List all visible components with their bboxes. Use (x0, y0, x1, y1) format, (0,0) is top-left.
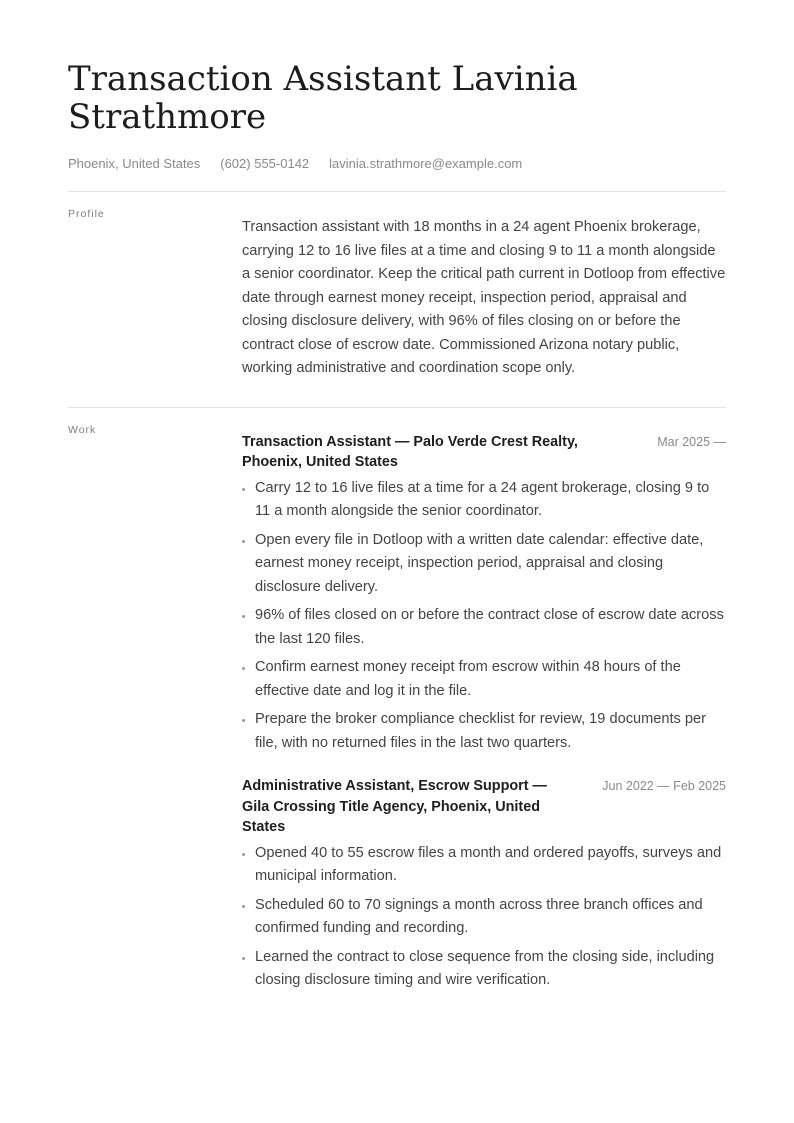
bullet-dot-icon (242, 667, 245, 670)
email-text: lavinia.strathmore@example.com (329, 156, 523, 171)
bullet-dot-icon (242, 540, 245, 543)
job-header (242, 432, 726, 473)
work-section-body (242, 408, 726, 998)
bullet-dot-icon (242, 957, 245, 960)
job-bullet-text: Opened 40 to 55 escrow files a month and ordered payoffs, surveys and municipal information. (255, 844, 722, 884)
job-bullet (242, 894, 726, 941)
job-dates: Mar 2025 — (657, 434, 726, 449)
job-bullet-list (242, 477, 726, 756)
profile-text: Transaction assistant with 18 months in a 24 agent Phoenix brokerage, carrying 12 to 16 live files at a time and closing 9 to 11 a month alongside a senior coordinator. Keep the critical path current in Dotloop from effective date through earnest money receipt, inspection period, appraisal and closing disclosure delivery, with 96% of files closing on or before the contract close of escrow date. Commissioned Arizona notary public, working administrative and coordination scope only. (242, 219, 726, 376)
job-bullet (242, 604, 726, 651)
job-bullet-text: Prepare the broker compliance checklist for review, 19 documents per file, with no returned files in the last two quarters. (255, 711, 707, 751)
profile-section-label: Profile (68, 208, 105, 220)
job-bullet-text: Scheduled 60 to 70 signings a month across three branch offices and confirmed funding and recording. (255, 896, 703, 936)
job-bullet (242, 708, 726, 755)
job-bullet (242, 946, 726, 993)
location-text: Phoenix, United States (68, 156, 201, 171)
profile-section-body (242, 192, 726, 407)
bullet-dot-icon (242, 488, 245, 491)
contact-line (68, 156, 726, 172)
job-bullet-text: Confirm earnest money receipt from escrow within 48 hours of the effective date and log it in the file. (255, 659, 681, 699)
bullet-dot-icon (242, 853, 245, 856)
job-title: Transaction Assistant — Palo Verde Crest Realty, Phoenix, United States (242, 433, 578, 470)
profile-section (68, 192, 726, 407)
job-dates: Jun 2022 — Feb 2025 (602, 779, 726, 793)
job-title: Administrative Assistant, Escrow Support — Gila Crossing Title Agency, Phoenix, United States (242, 778, 547, 835)
work-section-label: Work (68, 423, 97, 436)
candidate-name: Transaction Assistant Lavinia Strathmore (68, 59, 578, 137)
job-bullet-list (242, 842, 726, 993)
job-bullet (242, 529, 726, 600)
bullet-dot-icon (242, 719, 245, 722)
job-entry (242, 776, 726, 993)
job-bullet (242, 477, 726, 524)
phone-text: (602) 555-0142 (220, 156, 310, 171)
job-bullet (242, 842, 726, 889)
job-bullet-text: Open every file in Dotloop with a written date calendar: effective date, earnest money receipt, inspection period, appraisal and closing disclosure delivery. (255, 531, 704, 595)
job-bullet-text: Carry 12 to 16 live files at a time for a 24 agent brokerage, closing 9 to 11 a month alongside the senior coordinator. (255, 479, 710, 519)
job-header (242, 776, 726, 838)
work-section (68, 408, 726, 998)
job-bullet (242, 656, 726, 703)
job-bullet-text: 96% of files closed on or before the contract close of escrow date across the last 120 files. (255, 607, 724, 647)
job-entry (242, 432, 726, 756)
bullet-dot-icon (242, 905, 245, 908)
job-bullet-text: Learned the contract to close sequence from the closing side, including closing disclosure timing and wire verification. (255, 948, 715, 988)
bullet-dot-icon (242, 615, 245, 618)
resume-page (68, 60, 726, 998)
